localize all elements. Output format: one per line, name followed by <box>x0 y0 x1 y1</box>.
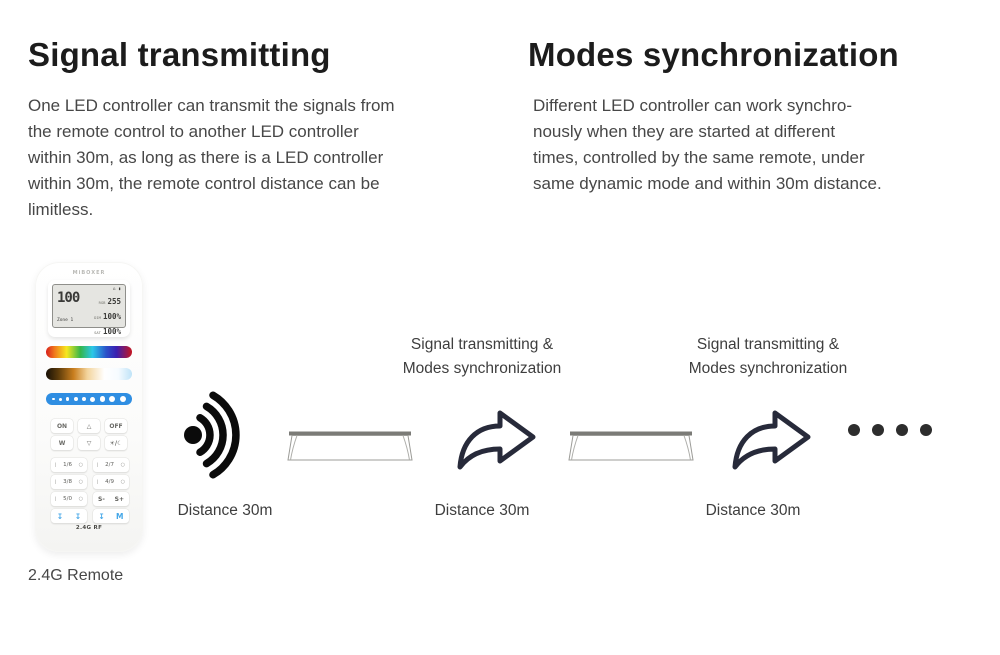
off-button: OFF <box>105 419 127 433</box>
scene-save-icon: ↧ <box>56 511 64 521</box>
down-button: ▽ <box>78 436 100 450</box>
rf-label: 2.4G RF <box>75 525 103 531</box>
section-body-line: the remote control to another LED controller <box>28 122 359 141</box>
scene-save-buttons-1-2 <box>51 509 87 523</box>
zone-keys-row-3 <box>51 492 129 506</box>
distance-label-1: Distance 30m <box>177 502 273 519</box>
up-button: △ <box>78 419 100 433</box>
lcd-screen <box>52 284 126 336</box>
rgb-color-slider <box>46 346 132 358</box>
color-temperature-slider <box>46 368 132 380</box>
forward-arrow-icon <box>730 404 814 472</box>
lcd-main-value: 100 <box>57 290 80 306</box>
section-title: Modes synchronization <box>528 36 899 73</box>
white-button: W <box>51 436 73 450</box>
section-signal-transmitting <box>28 36 498 223</box>
section-body-line: times, controlled by the same remote, under <box>533 148 865 167</box>
zone-keys-row-1 <box>51 458 129 472</box>
saturation-buttons <box>93 492 129 506</box>
on-button: ON <box>51 419 73 433</box>
section-body-line: Different LED controller can work synchro- <box>533 96 853 115</box>
section-body-line: within 30m, as long as there is a LED controller <box>28 148 384 167</box>
zone-keys-row-2 <box>51 475 129 489</box>
forward-arrow-icon <box>455 404 539 472</box>
scene-save-and-mode-buttons <box>93 509 129 523</box>
section-body-line: limitless. <box>28 200 94 219</box>
scene-save-icon: ↧ <box>98 511 105 521</box>
brand-logo: MiBOXER <box>72 270 106 276</box>
lcd-panel <box>48 280 130 337</box>
lcd-rgb-row: RGB 255 <box>98 297 121 306</box>
mode-toggle-button: ☀/☾ <box>105 436 127 450</box>
remote-caption: 2.4G Remote <box>28 567 124 584</box>
brightness-slider <box>46 393 132 405</box>
link-label-2: Signal transmitting & Modes synchronization <box>688 336 848 377</box>
lcd-readouts <box>94 293 121 338</box>
lcd-sat-row: SAT 100% <box>94 327 121 336</box>
mode-button: M <box>115 511 124 521</box>
distance-label-3: Distance 30m <box>705 502 801 519</box>
lcd-zone-indicator: Zone 1 <box>57 318 74 323</box>
remote-device <box>35 262 143 552</box>
scene-save-icon: ↧ <box>74 511 82 521</box>
ellipsis-dots-icon <box>848 424 932 436</box>
keys-row-white <box>51 436 127 450</box>
led-controller-1 <box>286 429 414 463</box>
distance-label-2: Distance 30m <box>434 502 530 519</box>
section-body-line: same dynamic mode and within 30m distance. <box>533 174 882 193</box>
zone-button-1-6: | 1/6 ○ <box>51 458 87 472</box>
lcd-status-icons: ⌂ ▮ <box>112 287 121 292</box>
led-controller-2 <box>567 429 695 463</box>
lcd-dim-row: DIM 100% <box>94 312 121 321</box>
s-plus-button: S+ <box>114 495 124 503</box>
section-body-line: within 30m, the remote control distance can be <box>28 174 380 193</box>
zone-button-3-8: | 3/8 ○ <box>51 475 87 489</box>
s-minus-button: S- <box>98 495 105 503</box>
keys-row-power <box>51 419 127 433</box>
section-body-line: nously when they are started at different <box>533 122 836 141</box>
signal-waves-icon <box>183 391 249 479</box>
link-label-1: Signal transmitting & Modes synchronization <box>402 336 562 377</box>
zone-button-5-0: | 5/0 ○ <box>51 492 87 506</box>
section-body-line: One LED controller can transmit the signals from <box>28 96 395 115</box>
quick-keys-row <box>51 509 129 523</box>
zone-button-2-7: | 2/7 ○ <box>93 458 129 472</box>
section-title: Signal transmitting <box>28 36 331 73</box>
zone-button-4-9: | 4/9 ○ <box>93 475 129 489</box>
section-modes-synchronization <box>528 36 978 197</box>
